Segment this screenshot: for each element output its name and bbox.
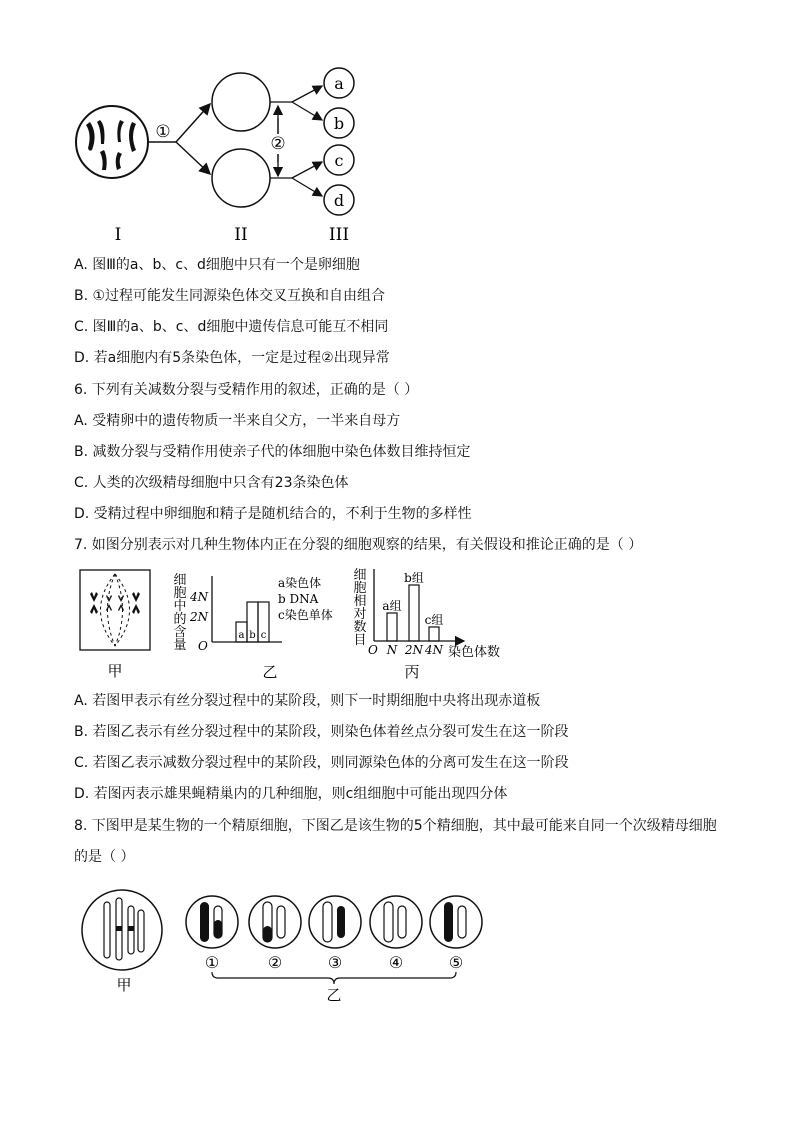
cell-II-bottom — [212, 149, 270, 207]
q6-option-a: A. 受精卵中的遗传物质一半来自父方，一半来自母方 — [74, 413, 401, 429]
fig-bing-bar-3 — [429, 627, 439, 641]
chromosome-icon — [90, 592, 140, 614]
fig-jia-spindle — [78, 568, 158, 683]
q7-option-d: D. 若图丙表示雄果蝇精巢内的几种细胞，则c组细胞中可能出现四分体 — [74, 786, 508, 802]
sperm-cell-1 — [186, 896, 238, 948]
fig-bing-xlabel: 染色体数 — [448, 645, 501, 660]
fig-bing-ylabel-3: 相 — [353, 594, 367, 609]
q8-figure — [78, 888, 498, 1008]
q7-option-c: C. 若图乙表示减数分裂过程中的某阶段，则同源染色体的分离可发生在这一阶段 — [74, 755, 569, 771]
q6-option-c: C. 人类的次级精母细胞中只含有23条染色体 — [74, 475, 349, 491]
cell-number-3: ③ — [327, 953, 343, 972]
fig-bing-bar-1 — [387, 613, 397, 641]
fig-bing-label: 丙 — [404, 663, 420, 681]
q5-option-d: D. 若a细胞内有5条染色体，一定是过程②出现异常 — [74, 350, 390, 366]
cell-d-label: d — [333, 191, 345, 210]
fig-yi-ylabel-6: 量 — [173, 638, 187, 653]
fig-bing-ylabel-1: 细 — [353, 568, 367, 583]
cell-number-5: ⑤ — [448, 953, 464, 972]
q6-option-d: D. 受精过程中卵细胞和精子是随机结合的，不利于生物的多样性 — [74, 506, 472, 522]
fig-yi-label: 乙 — [262, 663, 278, 681]
q6-option-b: B. 减数分裂与受精作用使亲子代的体细胞中染色体数目维持恒定 — [74, 444, 471, 460]
fig-bing-ylabel-6: 目 — [353, 633, 367, 648]
q5-option-b: B. ①过程可能发生同源染色体交叉互换和自由组合 — [74, 288, 386, 304]
fig-yi-origin: O — [198, 639, 208, 653]
cell-number-1: ① — [204, 953, 220, 972]
label-jia: 甲 — [116, 976, 132, 994]
cell-number-2: ② — [267, 953, 283, 972]
fig-bing-xtick-4n: 4N — [424, 643, 444, 657]
fig-bing-ylabel-5: 数 — [353, 620, 367, 635]
fig-bing-xtick-n: N — [386, 643, 398, 657]
process-1-label: ① — [155, 122, 171, 142]
q8-stem-line1: 8. 下图甲是某生物的一个精原细胞，下图乙是该生物的5个精细胞，其中最可能来自同一个次级精母细胞 — [74, 818, 717, 834]
cell-c-label: c — [334, 151, 344, 170]
fig-bing-bar-chart — [352, 565, 517, 685]
fig-yi-legend-a: a染色体 — [278, 576, 322, 590]
fig-yi-bar-letter-a: a — [238, 630, 245, 641]
fig-bing-xtick-2n: 2N — [404, 643, 424, 657]
q6-stem: 6. 下列有关减数分裂与受精作用的叙述，正确的是（ ） — [74, 382, 419, 398]
meiosis-figure — [70, 62, 370, 252]
fig-yi-ylabel-4: 的 — [173, 612, 187, 627]
sperm-cell-5 — [430, 896, 482, 948]
fig-bing-origin: O — [368, 643, 378, 657]
fig-yi-ylabel-5: 含 — [173, 625, 187, 640]
fig-bing-bar-label-1: a组 — [382, 599, 402, 613]
fig-yi-bar-letter-c: c — [260, 630, 267, 641]
chromosomes-icon — [86, 120, 136, 170]
q7-option-b: B. 若图乙表示有丝分裂过程中的某阶段，则染色体着丝点分裂可发生在这一阶段 — [74, 724, 569, 740]
fig-bing-ylabel-4: 对 — [353, 607, 367, 622]
fig-yi-bar-letter-b: b — [249, 630, 256, 641]
stage-label-II: II — [234, 225, 248, 245]
q7-stem: 7. 如图分别表示对几种生物体内正在分裂的细胞观察的结果，有关假设和推论正确的是（ ） — [74, 537, 643, 553]
brace — [212, 972, 456, 984]
fig-yi-ytick-2n: 2N — [190, 610, 209, 624]
stage-label-III: III — [328, 225, 350, 245]
fig-bing-bar-label-3: c组 — [424, 613, 444, 627]
process-2-label: ② — [270, 134, 286, 154]
fig-yi-ytick-4n: 4N — [190, 590, 209, 604]
fig-bing-bar-label-2: b组 — [404, 571, 424, 585]
q5-option-c: C. 图Ⅲ的a、b、c、d细胞中遗传信息可能互不相同 — [74, 319, 389, 335]
sperm-cell-4 — [370, 896, 422, 948]
fig-yi-bar-chart — [172, 570, 342, 685]
fig-yi-ylabel-2: 胞 — [173, 586, 187, 601]
fig-yi-ylabel-1: 细 — [173, 573, 187, 588]
cell-II-top — [212, 73, 270, 131]
stage-label-I: I — [114, 225, 122, 245]
q8-stem-line2: 的是（ ） — [74, 849, 135, 865]
fig-bing-ylabel-2: 胞 — [353, 581, 367, 596]
sperm-cell-2 — [249, 896, 301, 948]
fig-yi-legend-b: b DNA — [278, 592, 319, 606]
q7-option-a: A. 若图甲表示有丝分裂过程中的某阶段，则下一时期细胞中央将出现赤道板 — [74, 693, 541, 709]
fig-bing-bar-2 — [409, 585, 419, 641]
sperm-cell-3 — [309, 896, 361, 948]
chromosomes-icon — [104, 898, 144, 960]
cell-I — [76, 106, 148, 178]
fig-jia-label: 甲 — [107, 662, 123, 680]
label-yi: 乙 — [326, 986, 342, 1004]
cell-b-label: b — [333, 114, 345, 133]
cell-a-label: a — [334, 74, 344, 93]
cell-number-4: ④ — [388, 953, 404, 972]
q5-option-a: A. 图Ⅲ的a、b、c、d细胞中只有一个是卵细胞 — [74, 257, 360, 273]
fig-yi-legend-c: c染色单体 — [278, 608, 333, 622]
fig-yi-ylabel-3: 中 — [173, 599, 187, 614]
